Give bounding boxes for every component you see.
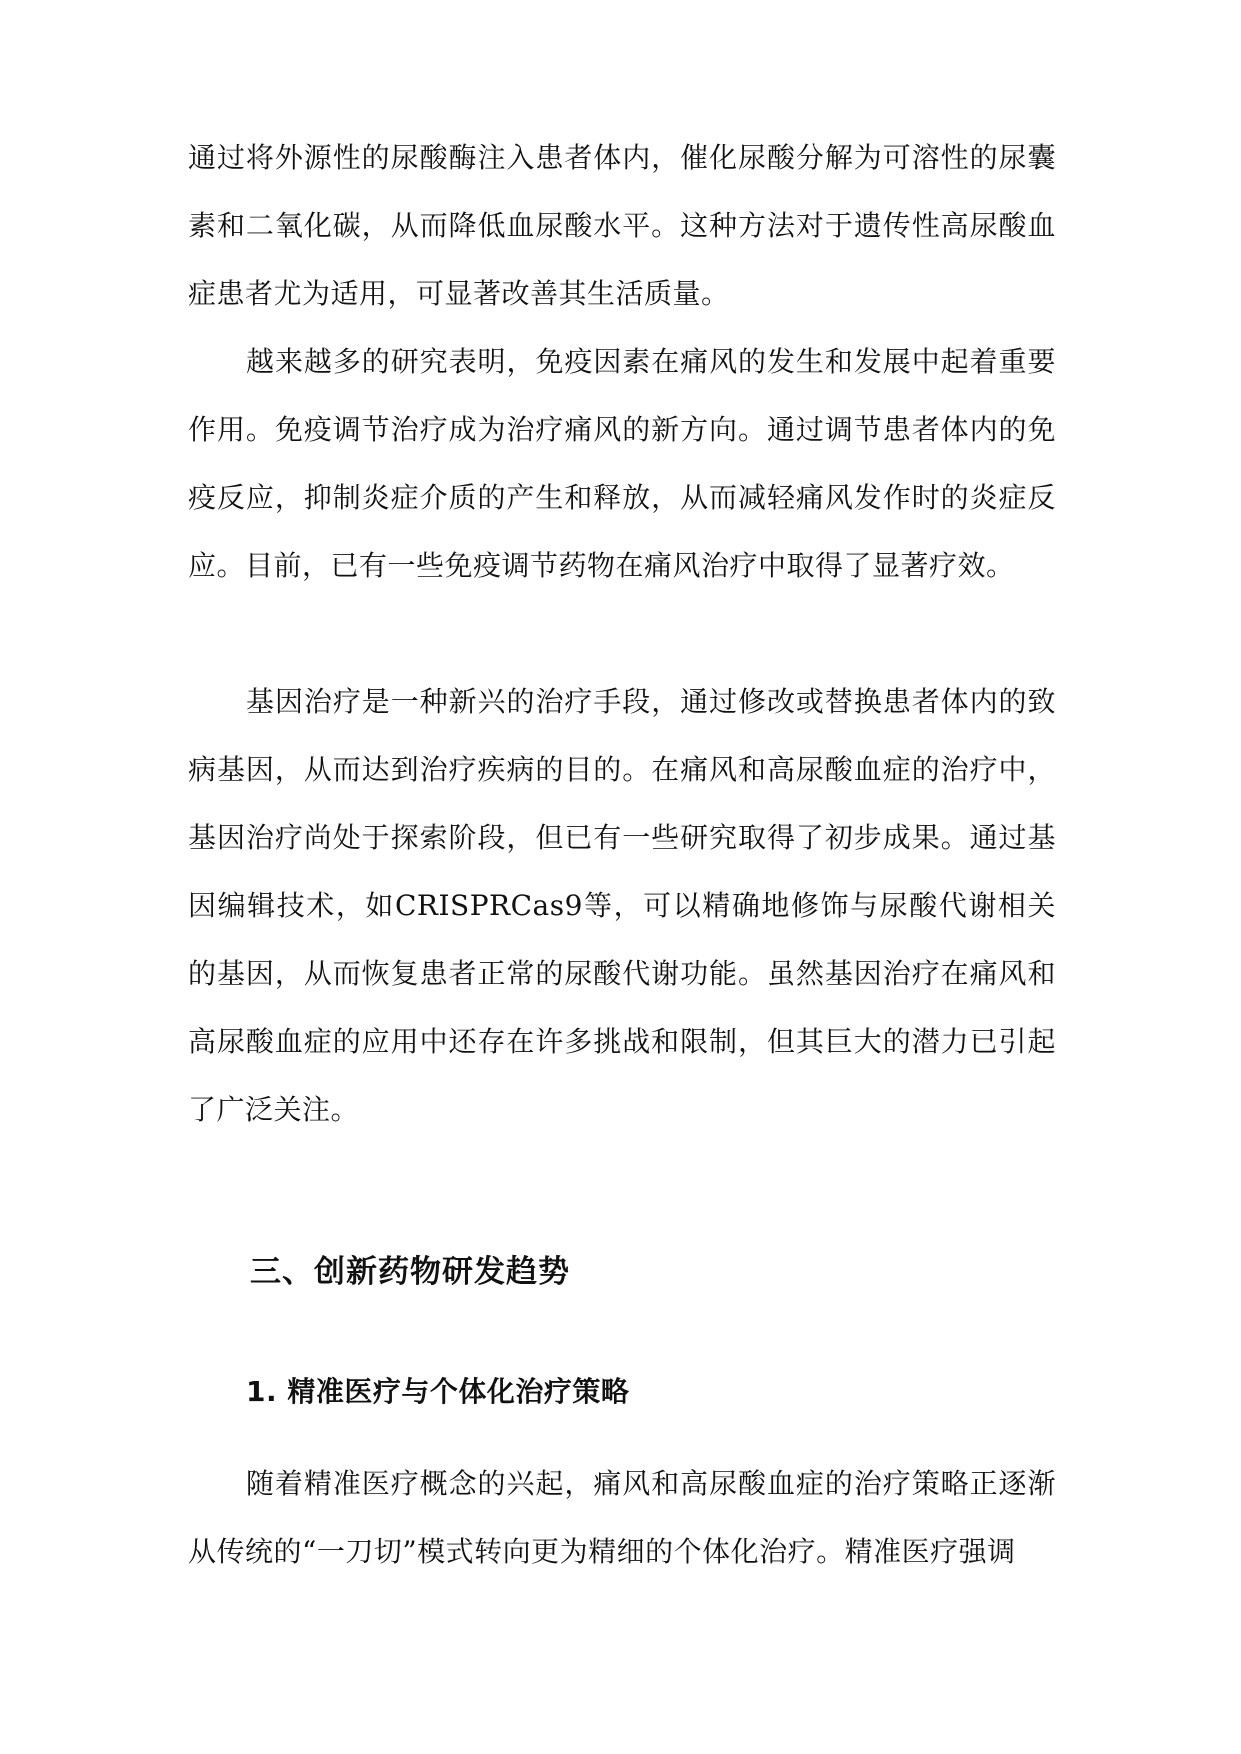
subsection-heading: 1. 精准医疗与个体化治疗策略 [246, 1375, 630, 1408]
section-heading: 三、创新药物研发趋势 [250, 1254, 570, 1290]
body-paragraph: 随着精准医疗概念的兴起，痛风和高尿酸血症的治疗策略正逐渐从传统的“一刀切”模式转向更为精细的个体化治疗。精准医疗强调 [188, 1467, 1056, 1568]
body-paragraph: 通过将外源性的尿酸酶注入患者体内，催化尿酸分解为可溶性的尿囊素和二氧化碳，从而降低血尿酸水平。这种方法对于遗传性高尿酸血症患者尤为适用，可显著改善其生活质量。 [188, 141, 1056, 310]
body-paragraph: 越来越多的研究表明，免疫因素在痛风的发生和发展中起着重要作用。免疫调节治疗成为治疗痛风的新方向。通过调节患者体内的免疫反应，抑制炎症介质的产生和释放，从而减轻痛风发作时的炎症反应。目前，已有一些免疫调节药物在痛风治疗中取得了显著疗效。 [188, 345, 1056, 582]
body-paragraph: 基因治疗是一种新兴的治疗手段，通过修改或替换患者体内的致病基因，从而达到治疗疾病的目的。在痛风和高尿酸血症的治疗中，基因治疗尚处于探索阶段，但已有一些研究取得了初步成果。通过基因编辑技术，如CRISPRCas9等，可以精确地修饰与尿酸代谢相关的基因，从而恢复患者正常的尿酸代谢功能。虽然基因治疗在痛风和高尿酸血症的应用中还存在许多挑战和限制，但其巨大的潜力已引起了广泛关注。 [188, 685, 1056, 1126]
